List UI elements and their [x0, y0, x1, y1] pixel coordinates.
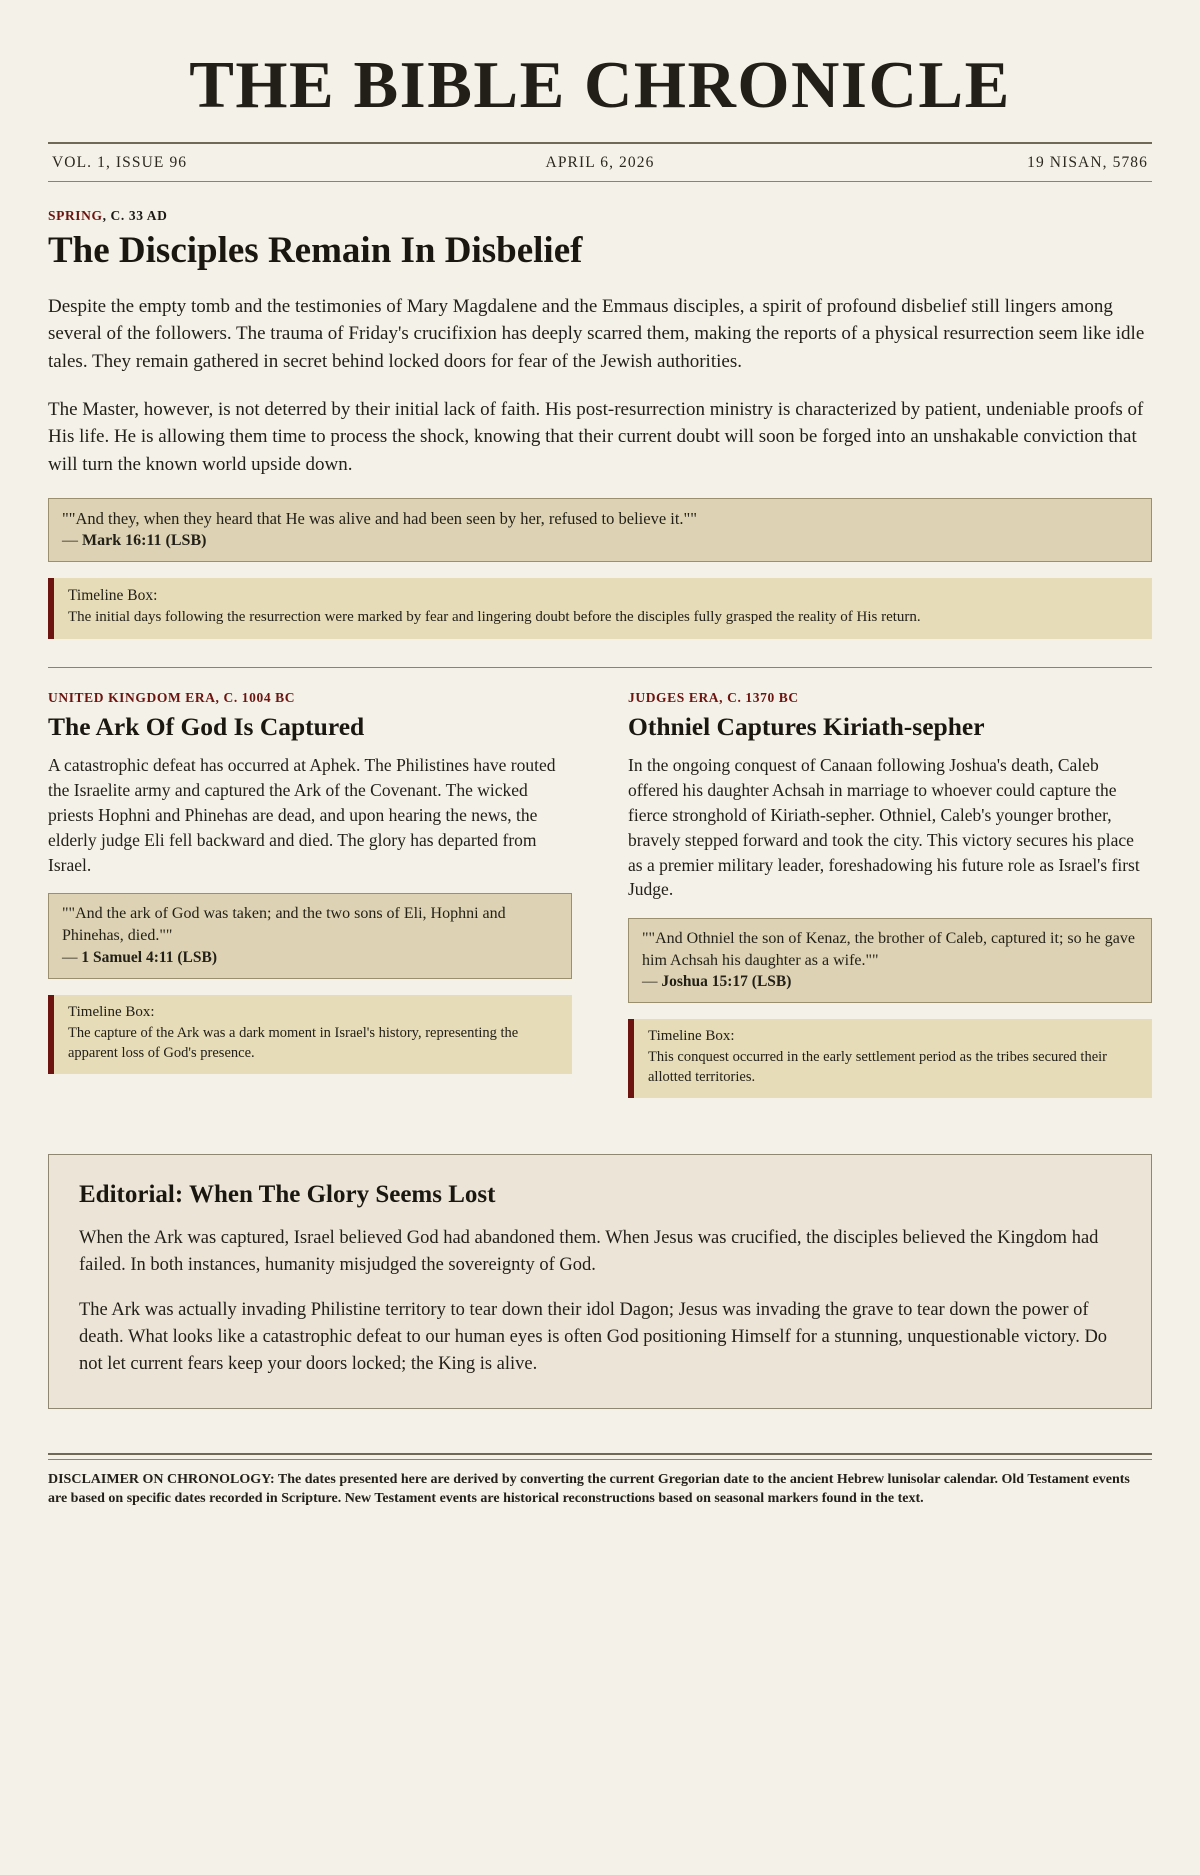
hebrew-date: 19 NISAN, 5786 — [1027, 154, 1148, 172]
timeline-label: Timeline Box: — [68, 587, 158, 605]
quote-reference-text: Mark 16:11 (LSB) — [82, 532, 207, 550]
story-body: A catastrophic defeat has occurred at Aphek. The Philistines have routed the Israelite army and captured the Ark of the Covenant. The wicked priests Hophni and Phinehas are dead, and upon hearing the news, the elderly judge Eli fell backward and died. The glory has departed from Israel. — [48, 755, 556, 875]
story-headline: Othniel Captures Kiriath-sepher — [628, 712, 985, 742]
lead-story-kicker-rest: , C. 33 AD — [102, 208, 168, 224]
quote-reference-text: 1 Samuel 4:11 (LSB) — [81, 948, 218, 966]
page-title: THE BIBLE CHRONICLE — [189, 48, 1011, 122]
story-ark-of-god — [48, 690, 572, 1098]
quote-dash: — — [62, 532, 82, 550]
lead-story-paragraph-1: Despite the empty tomb and the testimonies of Mary Magdalene and the Emmaus disciples, a spirit of profound disbelief still lingers among several of the followers. The trauma of Friday's crucifixion has deeply scarred them, making the reports of a physical resurrection seem like idle tales. They remain gathered in secret behind locked doors for fear of the Jewish authorities. — [48, 295, 1145, 372]
quote-text: ""And Othniel the son of Kenaz, the brother of Caleb, captured it; so he gave him Achsah his daughter as a wife."" — [642, 930, 1135, 969]
story-headline: The Ark Of God Is Captured — [48, 712, 365, 742]
editorial-section — [48, 1154, 1152, 1408]
masthead — [48, 50, 1152, 182]
timeline-label: Timeline Box: — [648, 1028, 735, 1045]
quote-dash: — — [62, 948, 82, 966]
quote-reference — [62, 532, 1138, 550]
masthead-meta — [48, 144, 1152, 181]
lead-story-timeline-box — [48, 578, 1152, 639]
footer — [48, 1453, 1152, 1509]
footer-rule-thick — [48, 1453, 1152, 1455]
story-kicker: JUDGES ERA, C. 1370 BC — [628, 690, 799, 706]
story-kicker: UNITED KINGDOM ERA, C. 1004 BC — [48, 690, 296, 706]
lead-story-kicker-highlight: SPRING — [48, 208, 103, 224]
quote-reference — [62, 949, 558, 967]
quote-text: ""And the ark of God was taken; and the two sons of Eli, Hophni and Phinehas, died."" — [62, 905, 506, 945]
story-body: In the ongoing conquest of Canaan following Joshua's death, Caleb offered his daughter Achsah in marriage to whoever could capture the fierce stronghold of Kiriath-sepher. Othniel, Caleb's younger brother, bravely stepped forward and took the city. This victory secures his place as a premier military leader, foreshadowing his future role as Israel's first Judge. — [628, 755, 1140, 900]
story-scripture-quote — [628, 918, 1152, 1003]
timeline-text: This conquest occurred in the early settlement period as the tribes secured their allotted territories. — [648, 1049, 1108, 1086]
lead-story-scripture-quote — [48, 498, 1152, 562]
quote-dash: — — [642, 973, 662, 991]
quote-reference-text: Joshua 15:17 (LSB) — [661, 973, 792, 991]
story-scripture-quote — [48, 893, 572, 978]
lead-story-kicker — [48, 208, 1152, 224]
secondary-stories — [48, 668, 1152, 1098]
lead-story-paragraph-2: The Master, however, is not deterred by their initial lack of faith. His post-resurrection ministry is characterized by patient, undeniable proofs of His life. He is allowing them time to process the shock, knowing that their current doubt will soon be forged into an unshakable conviction that will turn the known world upside down. — [48, 398, 1144, 475]
lead-story-headline: The Disciples Remain In Disbelief — [48, 230, 583, 272]
editorial-title: Editorial: When The Glory Seems Lost — [79, 1181, 496, 1209]
timeline-text: The capture of the Ark was a dark moment in Israel's history, representing the apparent loss of God's presence. — [68, 1024, 519, 1061]
footer-rules — [48, 1453, 1152, 1460]
newspaper-page — [48, 0, 1152, 1538]
editorial-paragraph-1: When the Ark was captured, Israel believed God had abandoned them. When Jesus was crucified, the disciples believed the Kingdom had failed. In both instances, humanity misjudged the sovereignty of God. — [79, 1228, 1099, 1276]
story-timeline-box — [628, 1019, 1152, 1098]
issue-number: VOL. 1, ISSUE 96 — [52, 154, 188, 172]
quote-text: ""And they, when they heard that He was alive and had been seen by her, refused to believe it."" — [62, 509, 698, 529]
timeline-label: Timeline Box: — [68, 1003, 155, 1020]
timeline-text: The initial days following the resurrection were marked by fear and lingering doubt before the disciples fully grasped the reality of His return. — [68, 609, 921, 626]
editorial-paragraph-2: The Ark was actually invading Philistine territory to tear down their idol Dagon; Jesus was invading the grave to tear down the power of death. What looks like a catastrophic defeat to our human eyes is often God positioning Himself for a stunning, unquestionable victory. Do not let current fears keep your doors locked; the King is alive. — [79, 1300, 1108, 1374]
story-othniel — [628, 690, 1152, 1098]
lead-story — [48, 182, 1152, 639]
quote-reference — [642, 973, 1138, 991]
gregorian-date: APRIL 6, 2026 — [545, 154, 655, 172]
chronology-disclaimer: DISCLAIMER ON CHRONOLOGY: The dates presented here are derived by converting the current Gregorian date to the ancient Hebrew lunisolar calendar. Old Testament events are based on specific dates recorded in Scripture. New Testament events are historical reconstructions based on seasonal markers found in the text. — [48, 1471, 1130, 1506]
story-timeline-box — [48, 995, 572, 1074]
